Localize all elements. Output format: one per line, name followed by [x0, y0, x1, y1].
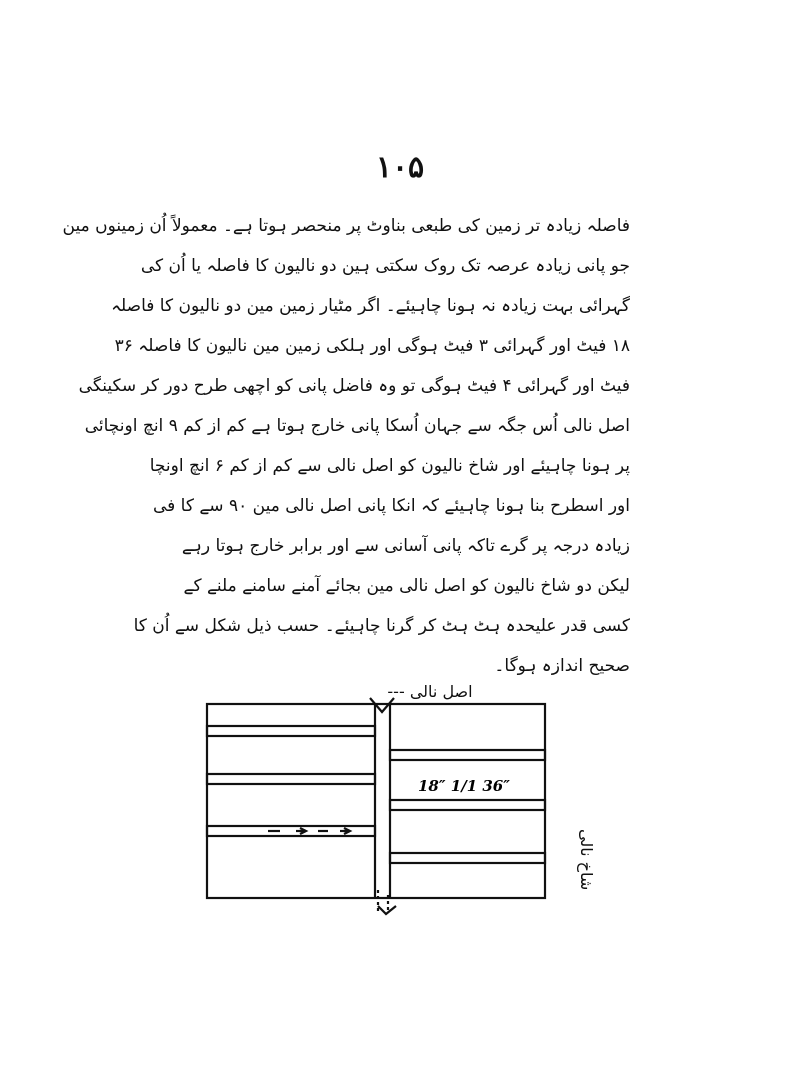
page-number: ۱۰۵: [375, 150, 425, 185]
left-branch-drain: [207, 726, 375, 736]
left-branch-drain: [207, 774, 375, 784]
text-line: زیادہ درجہ پر گرے تاکہ پانی آسانی سے اور برابر خارج ہوتا رہے: [181, 536, 630, 556]
right-branch-drain: [390, 800, 545, 810]
text-line: گہرائی بہت زیادہ نہ ہونا چاہیئے۔ اگر مٹیار زمین مین دو نالیون کا فاصلہ: [111, 296, 630, 316]
text-line: صحیح اندازہ ہوگا۔: [494, 656, 630, 676]
text-line: فیٹ اور گہرائی ۴ فیٹ ہوگی تو وہ فاضل پانی کو اچھی طرح دور کر سکینگی: [78, 376, 630, 396]
text-line: اور اسطرح بنا ہونا چاہیئے کہ انکا پانی اصل نالی مین ۹۰ سے کا فی: [152, 496, 630, 516]
text-line: فاصلہ زیادہ تر زمین کی طبعی بناوٹ پر منحصر ہوتا ہے۔ معمولاً اُن زمینوں مین: [62, 216, 630, 236]
right-branch-drain: [390, 750, 545, 760]
text-line: ۱۸ فیٹ اور گہرائی ۳ فیٹ ہوگی اور ہلکی زمین مین نالیون کا فاصلہ ۳۶: [114, 336, 630, 356]
text-line: اصل نالی اُس جگہ سے جہان اُسکا پانی خارج ہوتا ہے کم از کم ۹ انچ اونچائی: [84, 416, 630, 436]
text-line: لیکن دو شاخ نالیون کو اصل نالی مین بجائے آمنے سامنے ملنے کے: [183, 576, 630, 596]
text-line: جو پانی زیادہ عرصہ تک روک سکتی ہین دو نالیون کا فاصلہ یا اُن کی: [140, 256, 630, 276]
dimension-label: 18″ 1/1 36″: [418, 777, 510, 795]
text-line: کسی قدر علیحدہ ہٹ ہٹ کر گرنا چاہیئے۔ حسب ذیل شکل سے اُن کا: [133, 616, 630, 636]
right-branch-drain: [390, 853, 545, 863]
text-line: پر ہونا چاہیئے اور شاخ نالیون کو اصل نالی سے کم از کم ۶ انچ اونچا: [149, 456, 630, 476]
branch-drain-label: شاخ نالی: [577, 829, 596, 891]
main-drain-caption: اصل نالی ---: [387, 682, 473, 701]
